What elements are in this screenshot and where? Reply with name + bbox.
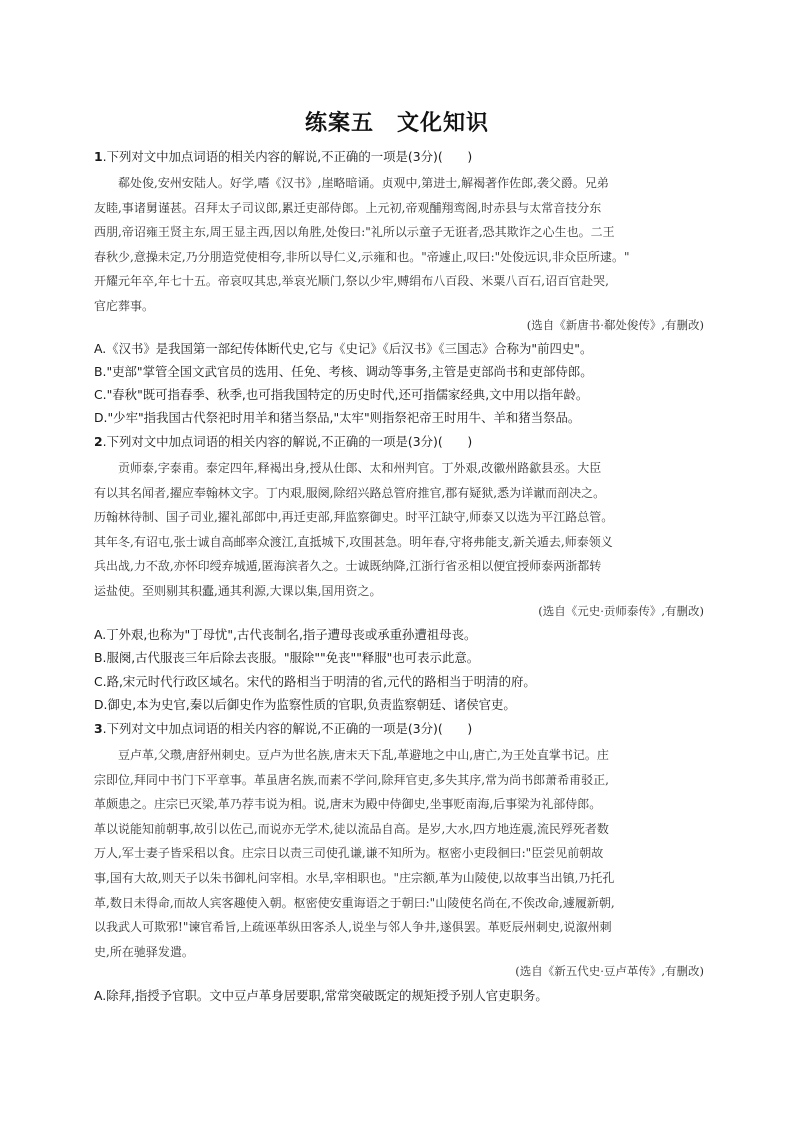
- passage-line: 贡师泰,字泰甫。泰定四年,释褐出身,授从仕郎、太和州判官。丁外艰,改徽州路歙县丞。大臣: [94, 461, 602, 475]
- passage-line: 以我武人可欺邪!"谏官希旨,上疏诬革纵田客杀人,说坐与邻人争井,遂俱罢。革贬辰州刺史,说溆州刺: [94, 920, 612, 935]
- passage-line: 运盐使。至则剔其积蠹,通其利源,大课以集,国用资之。: [94, 583, 382, 598]
- question-text: .下列对文中加点词语的相关内容的解说,不正确的一项是(3分)( ): [102, 434, 473, 449]
- passage-line: 革颇患之。庄宗已灭梁,革乃荐韦说为相。说,唐末为殿中侍御史,坐事贬南海,后事梁为礼部侍郎。: [94, 797, 602, 812]
- question-3-stem: [94, 718, 714, 740]
- question-text: .下列对文中加点词语的相关内容的解说,不正确的一项是(3分)( ): [102, 721, 473, 736]
- page-title: 练案五 文化知识: [304, 111, 489, 136]
- question-2-passage: [94, 456, 706, 604]
- option-b[interactable]: B."吏部"掌管全国文武官员的选用、任免、考核、调动等事务,主管是吏部尚书和吏部侍郎。: [94, 364, 593, 379]
- passage-line: 史,所在驰驿发遣。: [94, 944, 194, 959]
- passage-line: 其年冬,有诏屯,张士诚自高邮率众渡江,直抵城下,攻围甚急。明年春,守将弗能支,新关遁去,师泰领义: [94, 534, 613, 549]
- passage-line: 开耀元年卒,年七十五。帝哀叹其忠,举哀光顺门,祭以少牢,赙绢布八百段、米粟八百石,诏百官赴哭,: [94, 274, 609, 289]
- option-b[interactable]: B.服阕,古代服丧三年后除去丧服。"服除""免丧""释服"也可表示此意。: [94, 650, 480, 665]
- question-2-source: (选自《元史·贡师泰传》,有删改): [538, 604, 704, 618]
- passage-line: 宗即位,拜同中书门下平章事。革虽唐名族,而素不学问,除拜官吏,多失其序,常为尚书郎萧希甫驳正,: [94, 772, 609, 787]
- option-d[interactable]: D.御史,本为史官,秦以后御史作为监察性质的官职,负责监察朝廷、诸侯官吏。: [94, 697, 516, 712]
- option-a[interactable]: A.《汉书》是我国第一部纪传体断代史,它与《史记》《后汉书》《三国志》合称为"前四史"。: [94, 341, 593, 356]
- question-number: 2: [94, 434, 103, 449]
- option-c[interactable]: C.路,宋元时代行政区域名。宋代的路相当于明清的省,元代的路相当于明清的府。: [94, 674, 536, 689]
- passage-line: 官庀葬事。: [94, 298, 155, 313]
- question-number: 3: [94, 721, 103, 736]
- question-1-source: (选自《新唐书·郗处俊传》,有删改): [526, 318, 704, 332]
- passage-line: 革,数日未得命,而故人宾客趣使入朝。枢密使安重诲语之于朝曰:"山陵使名尚在,不俟改命,遽履新朝,: [94, 895, 615, 910]
- passage-line: 西朋,帝诏雍王贤主东,周王显主西,因以角胜,处俊曰:"礼所以示童子无诳者,恐其欺诈之心生也。二王: [94, 225, 615, 240]
- option-c[interactable]: C."春秋"既可指春季、秋季,也可指我国特定的历史时代,还可指儒家经典,文中用以指年龄。: [94, 387, 589, 402]
- question-1-passage: [94, 171, 706, 319]
- passage-line: 郗处俊,安州安陆人。好学,嗜《汉书》,崖略暗诵。贞观中,第进士,解褐著作佐郎,袭父爵。兄弟: [94, 176, 609, 190]
- passage-line: 豆卢革,父瓒,唐舒州刺史。豆卢为世名族,唐末天下乱,革避地之中山,唐亡,为王处直掌书记。庄: [94, 748, 609, 762]
- passage-line: 有以其名闻者,擢应奉翰林文字。丁内艰,服阕,除绍兴路总管府推官,郡有疑狱,悉为详谳而剖决之。: [94, 485, 606, 500]
- passage-line: 革以说能知前朝事,故引以佐己,而说亦无学术,徒以流品自高。是岁,大水,四方地连震,流民殍死者数: [94, 821, 609, 836]
- passage-line: 春秋少,意操未定,乃分朋造党使相夸,非所以导仁义,示雍和也。"帝遽止,叹曰:"处俊远识,非众臣所逮。": [94, 249, 630, 264]
- passage-line: 万人,军士妻子皆采稆以食。庄宗日以责三司使孔谦,谦不知所为。枢密小吏段徊曰:"臣尝见前朝故: [94, 846, 604, 861]
- option-a[interactable]: A.丁外艰,也称为"丁母忧",古代丧制名,指子遭母丧或承重孙遭祖母丧。: [94, 627, 477, 642]
- option-d[interactable]: D."少牢"指我国古代祭祀时用羊和猪当祭品,"太牢"则指祭祀帝王时用牛、羊和猪当祭品。: [94, 410, 581, 425]
- question-3-source: (选自《新五代史·豆卢革传》,有删改): [515, 964, 704, 978]
- passage-line: 历翰林待制、国子司业,擢礼部郎中,再迁吏部,拜监察御史。时平江缺守,师泰又以选为平江路总管。: [94, 510, 614, 525]
- passage-line: 兵出战,力不敌,亦怀印绶弃城遁,匿海滨者久之。士诚既纳降,江浙行省丞相以便宜授师泰两浙都转: [94, 559, 602, 574]
- passage-line: 友睦,事诸舅谨甚。召拜太子司议郎,累迁吏部侍郎。上元初,帝观酺翔鸾阁,时赤县与太常音技分东: [94, 200, 602, 215]
- question-text: .下列对文中加点词语的相关内容的解说,不正确的一项是(3分)( ): [102, 149, 473, 164]
- question-3-passage: [94, 743, 706, 964]
- question-2-stem: [94, 431, 714, 453]
- passage-line: 事,国有大故,则天子以朱书御札问宰相。水旱,宰相职也。"庄宗额,革为山陵使,以故事当出镇,乃托孔: [94, 870, 615, 885]
- question-1-stem: [94, 146, 714, 168]
- question-number: 1: [94, 149, 103, 164]
- option-a[interactable]: A.除拜,指授予官职。文中豆卢革身居要职,常常突破既定的规矩授予别人官吏职务。: [94, 988, 548, 1003]
